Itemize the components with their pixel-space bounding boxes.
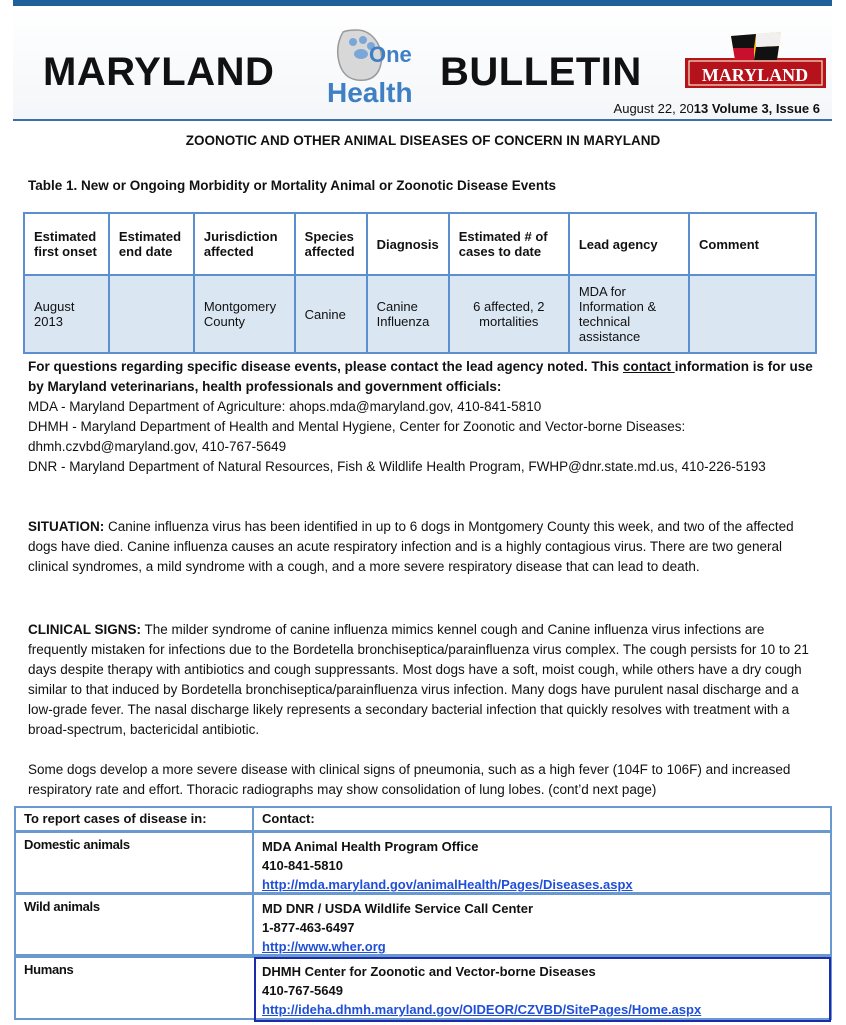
col-first-onset: Estimated first onset [24,213,109,275]
report-row-domestic [14,831,832,894]
contact-info [28,357,818,477]
maryland-state-logo [683,28,828,92]
issue-date-line [614,101,820,116]
cell-end-date [109,275,194,353]
contact-link[interactable]: contact [622,359,675,374]
report-contact: MD DNR / USDA Wildlife Service Call Center 1-877-463-6497 http://www.wher.org [262,901,534,954]
issue-date: August 22, 20 [613,101,694,116]
report-link-wild[interactable]: http://www.wher.org [262,939,386,954]
issue-volume: 13 Volume 3, Issue 6 [693,101,820,116]
report-contact: DHMH Center for Zoonotic and Vector-borne Diseases 410-767-5649 http://ideha.dhmh.maryland.gov/OIDEOR/CZVBD/SitePages/Home.aspx [262,964,702,1017]
report-header-right: Contact: [262,811,315,826]
events-table [23,212,817,354]
masthead [13,6,832,119]
report-label: Wild animals [24,899,100,914]
cell-comment [689,275,816,353]
report-link-humans[interactable]: http://ideha.dhmh.maryland.gov/OIDEOR/CZVBD/SitePages/Home.aspx [262,1002,702,1017]
situation-paragraph: SITUATION: Canine influenza virus has been identified in up to 6 dogs in Montgomery County this week, and two of the affected dogs have died. Canine influenza causes an acute respiratory infection and is a highly contagious virus. There are two general clinical syndromes, a mild syndrome with a cough, and a more severe respiratory disease that can lead to death. [28,519,794,574]
report-link-domestic[interactable]: http://mda.maryland.gov/animalHealth/Pages/Diseases.aspx [262,877,633,892]
logo-one-text: One [369,42,412,67]
header-rule [13,119,832,121]
col-species: Species affected [295,213,367,275]
contact-dhmh: DHMH - Maryland Department of Health and Mental Hygiene, Center for Zoonotic and Vector-borne Diseases: dhmh.czvbd@maryland.gov, 410-767-5649 [28,419,686,454]
masthead-word-bulletin: BULLETIN [440,50,642,94]
col-comment: Comment [689,213,816,275]
cell-species: Canine [295,275,367,353]
report-header-left: To report cases of disease in: [24,811,207,826]
contact-dnr: DNR - Maryland Department of Natural Resources, Fish & Wildlife Health Program, FWHP@dnr.state.md.us, 410-226-5193 [28,459,766,474]
col-jurisdiction: Jurisdiction affected [194,213,295,275]
clinical-signs-paragraph: CLINICAL SIGNS: The milder syndrome of canine influenza mimics kennel cough and Canine influenza virus infections are frequently mistaken for infections due to the Bordetella bronchiseptica/parainfluenza virus complex. The cough persists for 10 to 21 days despite therapy with antibiotics and cough suppressants. Most dogs have a soft, moist cough, while others have a dry cough similar to that induced by Bordetella bronchiseptica/parainfluenza virus infection. Many dogs have purulent nasal discharge and a low-grade fever. The nasal discharge likely represents a secondary bacterial infection that quickly resolves with treatment with a broad-spectrum, bactericidal antibiotic. [28,622,809,737]
table-header-row [24,213,816,275]
cell-lead-agency: MDA for Information & technical assistance [569,275,689,353]
report-header-row [14,806,832,832]
table-caption: Table 1. New or Ongoing Morbidity or Mortality Animal or Zoonotic Disease Events [28,178,557,193]
report-contact: MDA Animal Health Program Office 410-841-5810 http://mda.maryland.gov/animalHealth/Pages/Diseases.aspx [262,839,633,892]
cell-first-onset: August 2013 [24,275,109,353]
col-cases: Estimated # of cases to date [449,213,569,275]
severe-disease-paragraph: Some dogs develop a more severe disease with clinical signs of pneumonia, such as a high fever (104F to 106F) and increased respiratory rate and effort. Thoracic radiographs may show consolidation of lung lobes. (cont’d next page) [28,762,791,797]
cell-jurisdiction: Montgomery County [194,275,295,353]
report-label: Humans [24,962,74,977]
situation-heading: SITUATION: [28,519,105,534]
col-diagnosis: Diagnosis [367,213,449,275]
contact-mda: MDA - Maryland Department of Agriculture: ahops.mda@maryland.gov, 410-841-5810 [28,399,542,414]
report-label: Domestic animals [24,837,130,852]
clinical-signs-heading: CLINICAL SIGNS: [28,622,142,637]
contact-intro: For questions regarding specific disease events, please contact the lead agency noted. This contact information is for use by Maryland veterinarians, health professionals and government officials: [28,359,813,394]
one-health-logo [313,22,438,112]
masthead-word-maryland: MARYLAND [43,50,275,94]
logo-health-text: Health [327,77,413,108]
cell-cases: 6 affected, 2 mortalities [449,275,569,353]
report-row-humans [14,956,832,1020]
report-row-wild [14,893,832,956]
page-title: ZOONOTIC AND OTHER ANIMAL DISEASES OF CONCERN IN MARYLAND [185,133,661,148]
col-lead-agency: Lead agency [569,213,689,275]
col-end-date: Estimated end date [109,213,194,275]
state-logo-text: MARYLAND [701,65,809,85]
table-row [24,275,816,353]
cell-diagnosis: Canine Influenza [367,275,449,353]
report-cases-table [14,806,830,1018]
